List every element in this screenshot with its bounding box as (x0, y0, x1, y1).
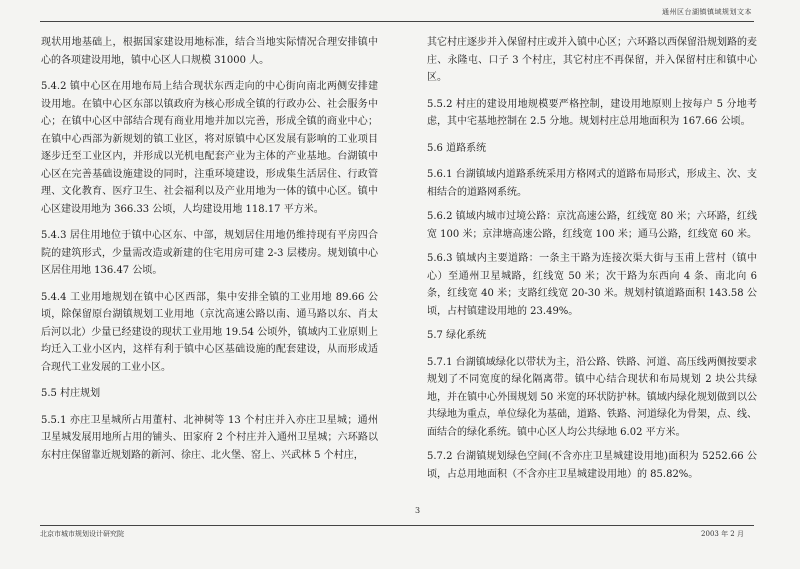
footer-institute: 北京市城市规划设计研究院 (40, 530, 124, 538)
right-paragraph-5-7-1: 5.7.1 台湖镇域绿化以带状为主，沿公路、铁路、河道、高压线两侧按要求规划了不同宽度的绿化隔离带。镇中心结合现状和布局规划 2 块公共绿地，并在镇中心外围规划 50 米宽的环状防护林。镇域内绿化规划做到以公共绿地为重点，单位绿化为基础，道路、铁路、河道绿化为骨架，点、线、面结合的绿化系统。镇中心区人均公共绿地 6.02 平方米。 (427, 356, 757, 438)
section-heading-5-7: 5.7 绿化系统 (427, 330, 487, 341)
left-paragraph-5-4-4: 5.4.4 工业用地规划在镇中心区西部，集中安排全镇的工业用地 89.66 公顷，除保留原台湖镇规划工业用地（京沈高速公路以南、通马路以东、肖太后河以北）少量已经建设的现状工业用地 19.54 公顷外，镇域内工业原则上均迁入工业小区内，这样有利于镇中心区基础设施的配套建设，从而形成适合现代工业发展的工业小区。 (41, 291, 378, 373)
right-paragraph-1: 其它村庄逐步并入保留村庄或并入镇中心区；六环路以西保留沿规划路的麦庄、永隆屯、口子 3 个村庄，其它村庄不再保留，并入保留村庄和镇中心区。 (427, 37, 757, 83)
right-paragraph-5-6-2: 5.6.2 镇域内城市过境公路：京沈高速公路，红线宽 80 米；六环路，红线宽 100 米；京津塘高速公路，红线宽 100 米；通马公路，红线宽 60 米。 (427, 211, 757, 240)
left-paragraph-1: 现状用地基础上，根据国家建设用地标准，结合当地实际情况合理安排镇中心的各项建设用地，镇中心区人口规模 31000 人。 (41, 37, 378, 66)
left-paragraph-5-5-1: 5.5.1 亦庄卫星城所占用董村、北神树等 13 个村庄并入亦庄卫星城；通州卫星城发展用地所占用的铺头、田家府 2 个村庄并入通州卫星城；六环路以东村庄保留靠近规划路的新河、徐庄、北火堡、窑上、兴武林 5 个村庄， (41, 414, 378, 461)
footer-rule (40, 525, 754, 526)
footer-date: 2003 年 2 月 (701, 530, 744, 538)
page-number: 3 (415, 506, 421, 515)
header-title: 通州区台湖镇镇域规划文本 (662, 8, 752, 16)
left-column (41, 34, 378, 473)
header-rule (40, 21, 754, 22)
left-paragraph-5-4-3: 5.4.3 居住用地位于镇中心区东、中部，规划居住用地仍维持现有平房四合院的建筑形式，少量需改造或新建的住宅用房可建 2-3 层楼房。规划镇中心区居住用地 136.47 公顷。 (41, 230, 378, 276)
right-paragraph-5-6-1: 5.6.1 台湖镇域内道路系统采用方格网式的道路布局形式，形成主、次、支相结合的道路网系统。 (427, 169, 757, 198)
section-heading-5-5: 5.5 村庄规划 (41, 388, 101, 399)
right-column (427, 34, 757, 490)
right-paragraph-5-7-2: 5.7.2 台湖镇规划绿色空间(不含亦庄卫星城建设用地)面积为 5252.66 公顷，占总用地面积（不含亦庄卫星城建设用地）的 85.82%。 (427, 451, 757, 480)
section-heading-5-6: 5.6 道路系统 (427, 142, 487, 154)
left-paragraph-5-4-2: 5.4.2 镇中心区在用地布局上结合现状东西走向的中心街向南北两侧安排建设用地。在镇中心区东部以镇政府为核心形成全镇的行政办公、社会服务中心；在镇中心区中部结合现有商业用地并加以完善，形成全镇的商业中心；在镇中心西部为新规划的镇工业区，将对原镇中心区发展有影响的工业项目逐步迁至工业区内，并形成以光机电配套产业为主体的产业基地。台湖镇中心区在完善基础设施建设的同时，注重环境建设，形成集生活居住、行政管理、文化教育、医疗卫生、社会福利以及产业用地为一体的镇中心区。镇中心区建设用地为 366.33 公顷，人均建设用地 118.17 平方米。 (41, 81, 378, 215)
right-paragraph-5-5-2: 5.5.2 村庄的建设用地规模要严格控制，建设用地原则上按每户 5 分地考虑，其中宅基地控制在 2.5 分地。规划村庄总用地面积为 167.66 公顷。 (427, 98, 757, 127)
right-paragraph-5-6-3: 5.6.3 镇域内主要道路：一条主干路为连接次渠大街与玉甫上营村（镇中心）至通州卫星城路，红线宽 50 米；次干路为东西向 4 条、南北向 6 条，红线宽 40 米；支路红线宽 20-30 米。规划村镇道路面积 143.58 公顷，占村镇建设用地的 23.49%。 (427, 253, 757, 317)
